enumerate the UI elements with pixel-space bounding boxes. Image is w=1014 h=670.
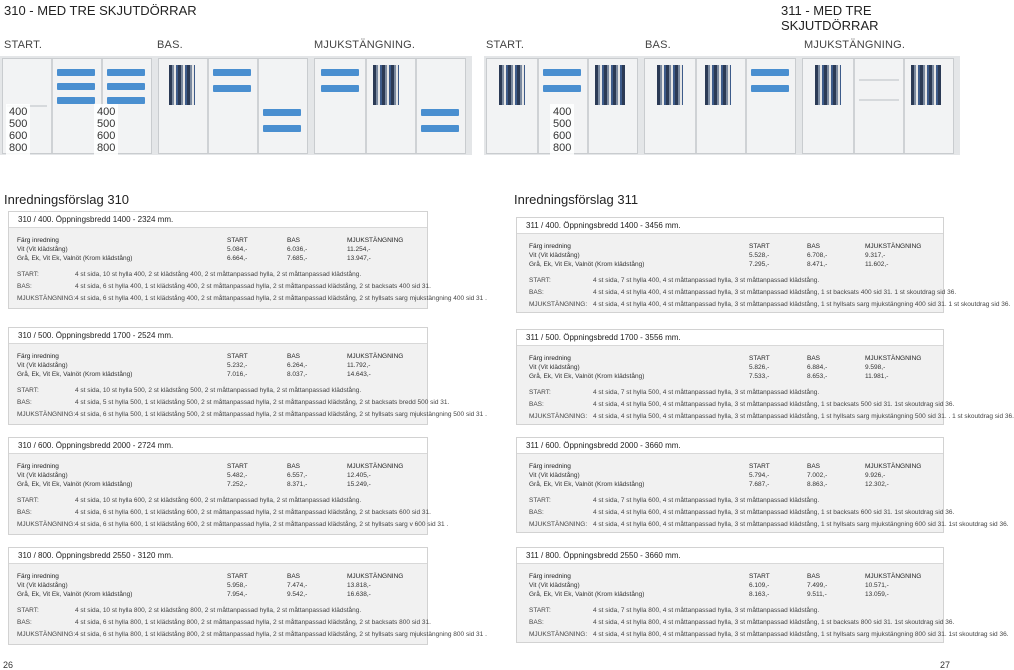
column-header: START: [227, 353, 248, 360]
box-heading: 310 / 800. Öppningsbredd 2550 - 3120 mm.: [9, 548, 427, 564]
desc-text: 4 st sida, 6 st hylla 600, 1 st klädstång 600, 2 st måttanpassad hylla, 2 st måttanpassad klädstång, 2 st backsats 600 sid 31.: [75, 509, 431, 516]
column-header: START: [227, 573, 248, 580]
price-cell: 5.958,-: [227, 582, 248, 589]
desc-label: MJUKSTÄNGNING:: [17, 295, 76, 302]
price-box: [8, 437, 449, 535]
column-header: Färg inredning: [529, 573, 571, 580]
color-option: Grå, Ek, Vit Ek, Valnöt (Krom klädstång): [17, 255, 133, 262]
price-cell: 8.471,-: [807, 261, 828, 268]
desc-label: START:: [17, 271, 39, 278]
left-section-title: Inredningsförslag 310: [4, 192, 130, 207]
price-cell: 9.511,-: [807, 591, 827, 598]
column-header: BAS: [287, 573, 301, 580]
price-cell: 5.482,-: [227, 472, 248, 479]
wardrobe-illustration: [644, 58, 796, 154]
price-cell: 9.598,-: [865, 364, 886, 371]
desc-text: 4 st sida, 4 st hylla 600, 4 st måttanpassad hylla, 3 st måttanpassad klädstång, 1 st backsats 600 sid 31. 1st skoutdrag sid 36.: [593, 509, 955, 516]
box-heading: 311 / 800. Öppningsbredd 2550 - 3660 mm.: [517, 548, 943, 564]
price-cell: 7.016,-: [227, 371, 248, 378]
column-header: BAS: [807, 463, 821, 470]
left-variant-start: START.: [4, 39, 43, 51]
price-box: [8, 547, 487, 645]
desc-label: BAS:: [529, 619, 544, 626]
column-header: BAS: [287, 237, 301, 244]
color-option: Vit (Vit klädstång): [17, 582, 68, 589]
column-header: Färg inredning: [529, 355, 571, 362]
price-cell: 11.602,-: [865, 261, 889, 268]
column-header: START: [227, 463, 248, 470]
price-cell: 7.295,-: [749, 261, 770, 268]
color-option: Vit (Vit klädstång): [17, 246, 68, 253]
price-cell: 5.794,-: [749, 472, 770, 479]
price-cell: 13.818,-: [347, 582, 371, 589]
price-cell: 5.826,-: [749, 364, 770, 371]
price-box: [516, 329, 1014, 425]
column-header: BAS: [807, 573, 821, 580]
box-heading: 311 / 600. Öppningsbredd 2000 - 3660 mm.: [517, 438, 943, 454]
price-cell: 5.232,-: [227, 362, 248, 369]
price-cell: 11.792,-: [347, 362, 371, 369]
price-cell: 7.002,-: [807, 472, 828, 479]
price-cell: 13.059,-: [865, 591, 889, 598]
price-cell: 6.036,-: [287, 246, 308, 253]
desc-text: 4 st sida, 4 st hylla 800, 4 st måttanpassad hylla, 3 st måttanpassad klädstång, 1 st hyllsats sarg mjukstängning 800 sid 31. 1st skoutdrag sid 36.: [593, 631, 1009, 638]
desc-label: BAS:: [529, 401, 544, 408]
color-option: Vit (Vit klädstång): [529, 472, 580, 479]
desc-text: 4 st sida, 7 st hylla 800, 4 st måttanpassad hylla, 3 st måttanpassad klädstång.: [593, 607, 820, 614]
price-cell: 14.643,-: [347, 371, 371, 378]
price-cell: 7.474,-: [287, 582, 308, 589]
price-cell: 6.109,-: [749, 582, 770, 589]
right-page-title: 311 - MED TRE SKJUTDÖRRAR: [781, 3, 879, 33]
price-cell: 15.249,-: [347, 481, 371, 488]
desc-text: 4 st sida, 4 st hylla 500, 4 st måttanpassad hylla, 3 st måttanpassad klädstång, 1 st hyllsats sarg mjukstängning 500 sid 31. . 1 st skoutdrag sid 36.: [593, 413, 1014, 420]
price-cell: 9.542,-: [287, 591, 308, 598]
desc-text: 4 st sida, 4 st hylla 400, 4 st måttanpassad hylla, 3 st måttanpassad klädstång, 1 st hyllsats sarg mjukstängning 400 sid 31. 1 st skoutdrag sid 36.: [593, 301, 1011, 308]
desc-label: BAS:: [17, 509, 32, 516]
right-section-title: Inredningsförslag 311: [514, 192, 639, 207]
desc-label: BAS:: [529, 289, 544, 296]
desc-text: 4 st sida, 4 st hylla 500, 4 st måttanpassad hylla, 3 st måttanpassad klädstång, 1 st backsats 500 sid 31. 1st skoutdrag sid 36.: [593, 401, 955, 408]
desc-label: MJUKSTÄNGNING:: [529, 413, 588, 420]
price-cell: 12.302,-: [865, 481, 889, 488]
size-labels: 400 500 600 800: [6, 104, 30, 156]
price-cell: 6.264,-: [287, 362, 308, 369]
desc-label: MJUKSTÄNGNING:: [529, 301, 588, 308]
desc-label: BAS:: [17, 283, 32, 290]
price-cell: 6.664,-: [227, 255, 248, 262]
left-wardrobe-illustrations: [0, 56, 472, 155]
right-variant-mjuk: MJUKSTÄNGNING.: [804, 39, 906, 51]
desc-label: START:: [529, 497, 551, 504]
box-heading: 310 / 600. Öppningsbredd 2000 - 2724 mm.: [9, 438, 427, 454]
color-option: Vit (Vit klädstång): [17, 472, 68, 479]
column-header: MJUKSTÄNGNING: [865, 243, 922, 250]
price-cell: 11.981,-: [865, 373, 889, 380]
desc-label: BAS:: [17, 399, 32, 406]
color-option: Grå, Ek, Vit Ek, Valnöt (Krom klädstång): [17, 371, 133, 378]
price-cell: 10.571,-: [865, 582, 889, 589]
price-cell: 7.687,-: [749, 481, 770, 488]
column-header: BAS: [287, 463, 301, 470]
price-cell: 9.926,-: [865, 472, 886, 479]
desc-label: MJUKSTÄNGNING:: [529, 631, 588, 638]
desc-text: 4 st sida, 6 st hylla 400, 1 st klädstång 400, 2 st måttanpassad hylla, 2 st måttanpassad klädstång, 2 st hyllsats sarg mjukstängning 400 sid 31 .: [75, 295, 487, 302]
column-header: START: [749, 355, 770, 362]
desc-label: MJUKSTÄNGNING:: [17, 521, 76, 528]
wardrobe-illustration: [158, 58, 308, 154]
column-header: BAS: [807, 355, 821, 362]
price-cell: 8.163,-: [749, 591, 770, 598]
price-cell: 8.371,-: [287, 481, 308, 488]
box-heading: 310 / 400. Öppningsbredd 1400 - 2324 mm.: [9, 212, 427, 228]
desc-label: MJUKSTÄNGNING:: [529, 521, 588, 528]
column-header: MJUKSTÄNGNING: [865, 355, 922, 362]
color-option: Grå, Ek, Vit Ek, Valnöt (Krom klädstång): [529, 591, 645, 598]
column-header: MJUKSTÄNGNING: [865, 573, 922, 580]
color-option: Grå, Ek, Vit Ek, Valnöt (Krom klädstång): [529, 261, 645, 268]
price-box: [8, 211, 487, 309]
column-header: Färg inredning: [17, 463, 59, 470]
desc-label: BAS:: [17, 619, 32, 626]
price-cell: 5.084,-: [227, 246, 248, 253]
box-heading: 310 / 500. Öppningsbredd 1700 - 2524 mm.: [9, 328, 427, 344]
column-header: Färg inredning: [17, 237, 59, 244]
size-labels: 400 500 600 800: [550, 104, 574, 156]
column-header: Färg inredning: [529, 243, 571, 250]
color-option: Vit (Vit klädstång): [529, 364, 580, 371]
price-cell: 8.653,-: [807, 373, 828, 380]
price-cell: 7.533,-: [749, 373, 770, 380]
price-box: [516, 217, 1011, 313]
desc-text: 4 st sida, 6 st hylla 600, 1 st klädstång 600, 2 st måttanpassad hylla, 2 st måttanpassad klädstång, 2 st hyllsats sarg v 600 sid 31 .: [75, 521, 449, 528]
price-cell: 7.499,-: [807, 582, 828, 589]
left-variant-bas: BAS.: [157, 39, 183, 51]
price-box: [516, 547, 1009, 643]
size-labels: 400 500 600 800: [94, 104, 118, 156]
price-cell: 7.954,-: [227, 591, 248, 598]
desc-text: 4 st sida, 6 st hylla 800, 1 st klädstång 800, 2 st måttanpassad hylla, 2 st måttanpassad klädstång, 2 st hyllsats sarg mjukstängning 800 sid 31 .: [75, 631, 487, 638]
column-header: BAS: [807, 243, 821, 250]
desc-text: 4 st sida, 10 st hylla 500, 2 st klädstång 500, 2 st måttanpassad hylla, 2 st måttanpassad klädstång.: [75, 387, 362, 394]
desc-label: BAS:: [529, 509, 544, 516]
desc-text: 4 st sida, 4 st hylla 400, 4 st måttanpassad hylla, 3 st måttanpassad klädstång, 1 st backsats 400 sid 31. 1 st skoutdrag sid 36.: [593, 289, 957, 296]
column-header: START: [227, 237, 248, 244]
box-heading: 311 / 400. Öppningsbredd 1400 - 3456 mm.: [517, 218, 943, 234]
wardrobe-illustration: [314, 58, 466, 154]
color-option: Vit (Vit klädstång): [529, 252, 580, 259]
desc-label: START:: [17, 607, 39, 614]
price-cell: 8.037,-: [287, 371, 308, 378]
desc-label: START:: [529, 389, 551, 396]
price-box: [8, 327, 487, 425]
price-cell: 7.252,-: [227, 481, 248, 488]
desc-text: 4 st sida, 6 st hylla 800, 1 st klädstång 800, 2 st måttanpassad hylla, 2 st måttanpassad klädstång, 2 st backsats 800 sid 31.: [75, 619, 431, 626]
column-header: MJUKSTÄNGNING: [347, 353, 404, 360]
color-option: Grå, Ek, Vit Ek, Valnöt (Krom klädstång): [17, 481, 133, 488]
right-page-number: 27: [940, 660, 951, 670]
column-header: START: [749, 463, 770, 470]
color-option: Grå, Ek, Vit Ek, Valnöt (Krom klädstång): [529, 373, 645, 380]
right-variant-start: START.: [486, 39, 525, 51]
wardrobe-illustration: [802, 58, 954, 154]
desc-text: 4 st sida, 10 st hylla 800, 2 st klädstång 800, 2 st måttanpassad hylla, 2 st måttanpassad klädstång.: [75, 607, 362, 614]
color-option: Vit (Vit klädstång): [17, 362, 68, 369]
column-header: BAS: [287, 353, 301, 360]
desc-text: 4 st sida, 10 st hylla 400, 2 st klädstång 400, 2 st måttanpassad hylla, 2 st måttanpassad klädstång.: [75, 271, 362, 278]
column-header: MJUKSTÄNGNING: [347, 237, 404, 244]
column-header: MJUKSTÄNGNING: [865, 463, 922, 470]
desc-text: 4 st sida, 10 st hylla 600, 2 st klädstång 600, 2 st måttanpassad hylla, 2 st måttanpassad klädstång.: [75, 497, 362, 504]
column-header: Färg inredning: [17, 353, 59, 360]
desc-label: START:: [529, 607, 551, 614]
price-cell: 8.863,-: [807, 481, 828, 488]
desc-text: 4 st sida, 7 st hylla 500, 4 st måttanpassad hylla, 3 st måttanpassad klädstång.: [593, 389, 820, 396]
column-header: START: [749, 243, 770, 250]
column-header: MJUKSTÄNGNING: [347, 573, 404, 580]
price-cell: 6.708,-: [807, 252, 828, 259]
left-page-number: 26: [3, 660, 14, 670]
price-cell: 12.405,-: [347, 472, 371, 479]
color-option: Vit (Vit klädstång): [529, 582, 580, 589]
desc-text: 4 st sida, 7 st hylla 400, 4 st måttanpassad hylla, 3 st måttanpassad klädstång.: [593, 277, 820, 284]
desc-text: 4 st sida, 4 st hylla 600, 4 st måttanpassad hylla, 3 st måttanpassad klädstång, 1 st hyllsats sarg mjukstängning 600 sid 31. 1st skoutdrag sid 36.: [593, 521, 1009, 528]
right-variant-bas: BAS.: [645, 39, 671, 51]
desc-label: MJUKSTÄNGNING:: [17, 631, 76, 638]
price-cell: 13.947,-: [347, 255, 371, 262]
price-cell: 6.884,-: [807, 364, 828, 371]
left-page-title: 310 - MED TRE SKJUTDÖRRAR: [4, 3, 197, 18]
price-cell: 11.254,-: [347, 246, 371, 253]
price-cell: 5.528,-: [749, 252, 770, 259]
price-cell: 7.685,-: [287, 255, 308, 262]
desc-label: START:: [529, 277, 551, 284]
price-box: [516, 437, 1009, 533]
desc-text: 4 st sida, 5 st hylla 500, 1 st klädstång 500, 2 st måttanpassad hylla, 2 st måttanpassad klädstång, 2 st backsats bredd 500 sid 31.: [75, 399, 450, 406]
price-cell: 6.557,-: [287, 472, 308, 479]
column-header: Färg inredning: [529, 463, 571, 470]
desc-label: START:: [17, 497, 39, 504]
desc-label: MJUKSTÄNGNING:: [17, 411, 76, 418]
box-heading: 311 / 500. Öppningsbredd 1700 - 3556 mm.: [517, 330, 943, 346]
desc-text: 4 st sida, 6 st hylla 400, 1 st klädstång 400, 2 st måttanpassad hylla, 2 st måttanpassad klädstång, 2 st backsats 400 sid 31.: [75, 283, 431, 290]
column-header: MJUKSTÄNGNING: [347, 463, 404, 470]
price-cell: 9.317,-: [865, 252, 886, 259]
desc-label: START:: [17, 387, 39, 394]
left-variant-mjuk: MJUKSTÄNGNING.: [314, 39, 416, 51]
desc-text: 4 st sida, 7 st hylla 600, 4 st måttanpassad hylla, 3 st måttanpassad klädstång.: [593, 497, 820, 504]
column-header: START: [749, 573, 770, 580]
desc-text: 4 st sida, 6 st hylla 500, 1 st klädstång 500, 2 st måttanpassad hylla, 2 st måttanpassad klädstång, 2 st hyllsats sarg mjukstängning 500 sid 31 .: [75, 411, 487, 418]
color-option: Grå, Ek, Vit Ek, Valnöt (Krom klädstång): [529, 481, 645, 488]
color-option: Grå, Ek, Vit Ek, Valnöt (Krom klädstång): [17, 591, 133, 598]
price-cell: 16.638,-: [347, 591, 371, 598]
desc-text: 4 st sida, 4 st hylla 800, 4 st måttanpassad hylla, 3 st måttanpassad klädstång, 1 st backsats 800 sid 31. 1st skoutdrag sid 36.: [593, 619, 955, 626]
column-header: Färg inredning: [17, 573, 59, 580]
